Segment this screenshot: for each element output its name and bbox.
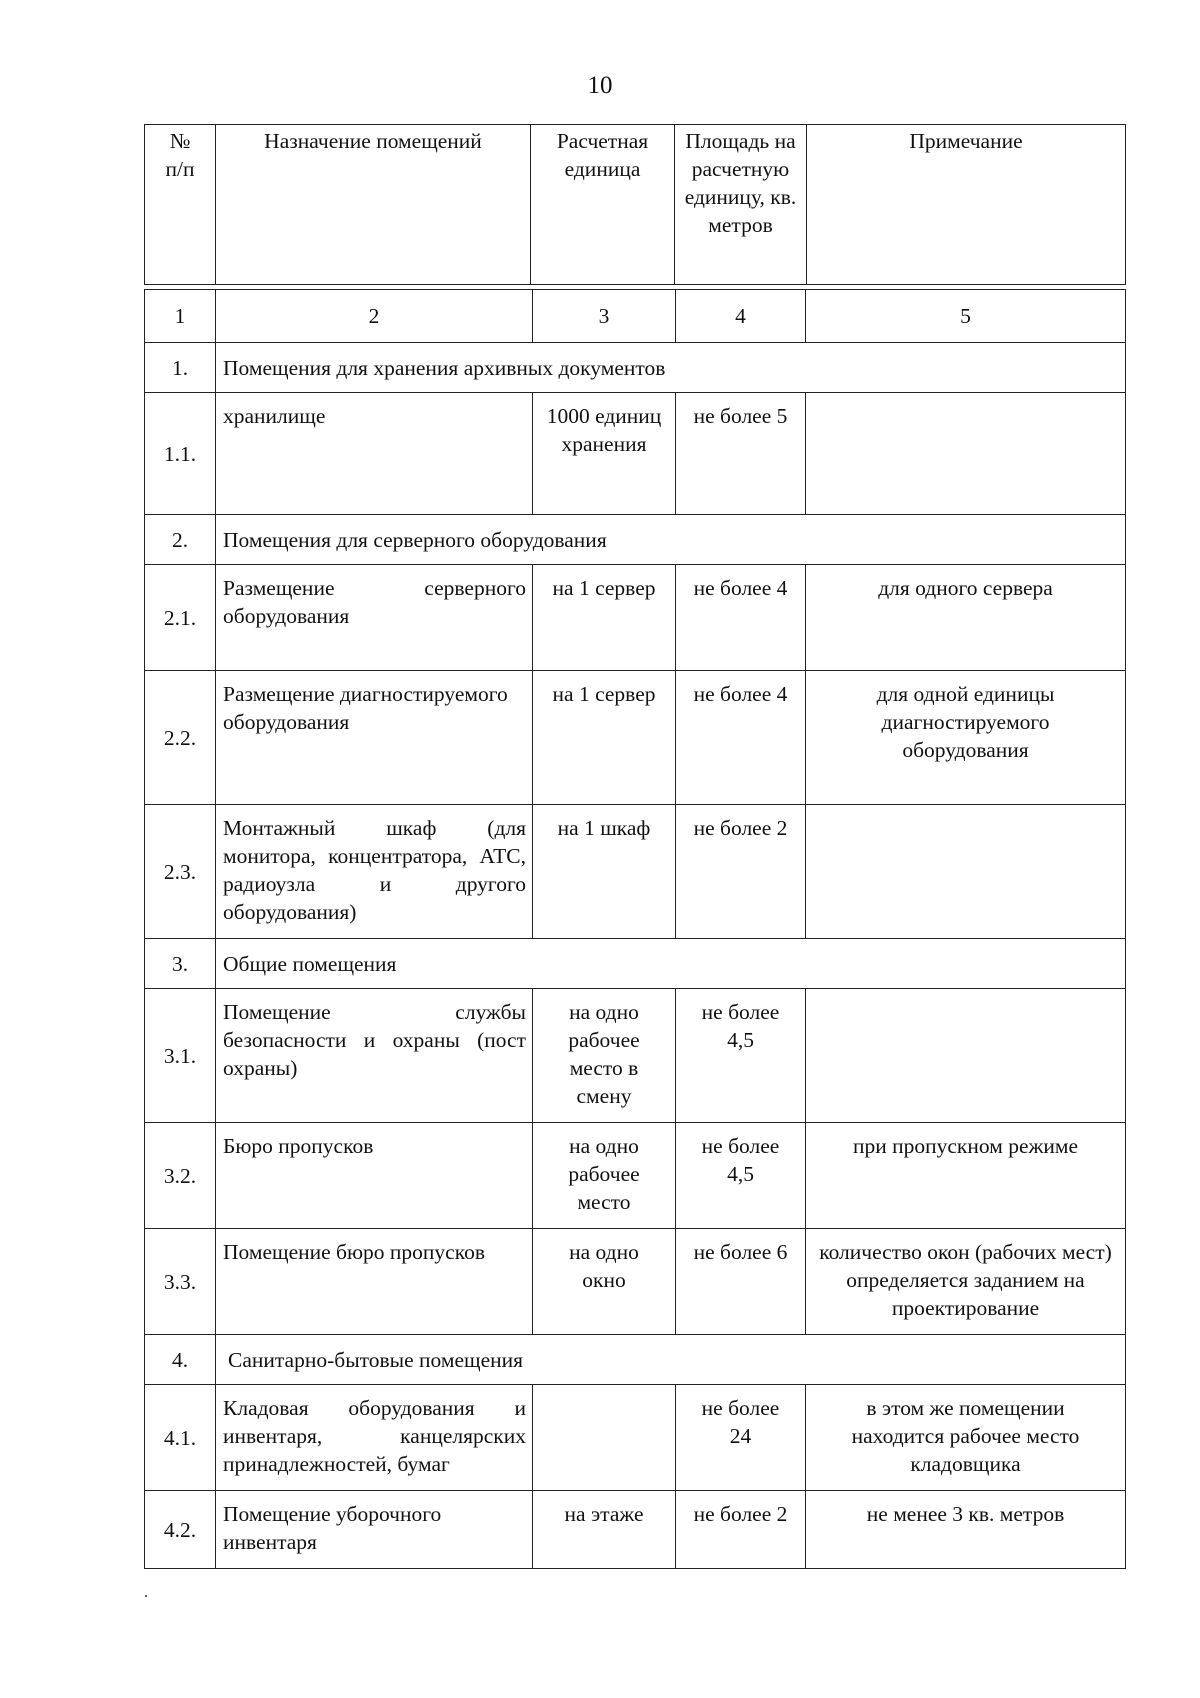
section-title: Помещения для серверного оборудования	[216, 515, 1126, 565]
calc-unit: на 1 сервер	[533, 671, 676, 805]
room-purpose	[216, 565, 533, 671]
room-purpose: Помещение уборочного инвентаря	[216, 1491, 533, 1569]
area-per-unit: не более 4,5	[676, 989, 806, 1123]
calc-unit: 1000 единиц хранения	[533, 393, 676, 515]
row-note: для одного сервера	[806, 565, 1126, 671]
section-row	[145, 343, 1126, 393]
calc-unit	[533, 1385, 676, 1491]
section-row	[145, 939, 1126, 989]
column-number: 3	[533, 290, 676, 343]
section-title: Санитарно-бытовые помещения	[216, 1335, 1126, 1385]
room-purpose: Помещение бюро пропусков	[216, 1229, 533, 1335]
section-number: 2.	[145, 515, 216, 565]
room-purpose: Размещение диагностируемого оборудования	[216, 671, 533, 805]
column-number: 5	[806, 290, 1126, 343]
header-note: Примечание	[807, 125, 1126, 285]
section-number: 4.	[145, 1335, 216, 1385]
row-note	[806, 805, 1126, 939]
table-row	[145, 1385, 1126, 1491]
room-purpose: Бюро пропусков	[216, 1123, 533, 1229]
table-row	[145, 1229, 1126, 1335]
table-row	[145, 671, 1126, 805]
row-number: 3.3.	[145, 1229, 216, 1335]
area-per-unit: не более 6	[676, 1229, 806, 1335]
table-row	[145, 1123, 1126, 1229]
table-header	[144, 124, 1126, 285]
area-per-unit: не более 24	[676, 1385, 806, 1491]
row-note	[806, 393, 1126, 515]
row-number: 3.1.	[145, 989, 216, 1123]
column-number: 1	[145, 290, 216, 343]
calc-unit: на этаже	[533, 1491, 676, 1569]
row-number: 2.3.	[145, 805, 216, 939]
row-note: количество окон (рабочих мест) определяется заданием на проектирование	[806, 1229, 1126, 1335]
section-title: Общие помещения	[216, 939, 1126, 989]
table-row	[145, 805, 1126, 939]
row-number: 2.2.	[145, 671, 216, 805]
page-number: 10	[587, 72, 613, 99]
column-number-row	[145, 290, 1126, 343]
area-per-unit: не более 5	[676, 393, 806, 515]
header-num: № п/п	[145, 125, 216, 285]
area-per-unit: не более 4	[676, 565, 806, 671]
area-per-unit: не более 2	[676, 1491, 806, 1569]
room-purpose-text: Размещение серверного оборудования	[223, 576, 526, 628]
rooms-table	[144, 289, 1126, 1569]
calc-unit: на 1 шкаф	[533, 805, 676, 939]
row-note	[806, 989, 1126, 1123]
row-note: при пропускном режиме	[806, 1123, 1126, 1229]
room-purpose: Кладовая оборудования и инвентаря, канцелярских принадлежностей, бумаг	[216, 1385, 533, 1491]
table-row	[145, 1491, 1126, 1569]
row-number: 1.1.	[145, 393, 216, 515]
row-note: в этом же помещении находится рабочее место кладовщика	[806, 1385, 1126, 1491]
section-number: 3.	[145, 939, 216, 989]
area-per-unit: не более 2	[676, 805, 806, 939]
area-per-unit: не более 4,5	[676, 1123, 806, 1229]
table-row	[145, 565, 1126, 671]
row-note: для одной единицы диагностируемого оборудования	[806, 671, 1126, 805]
row-number: 3.2.	[145, 1123, 216, 1229]
footer-mark: .	[144, 1584, 148, 1601]
area-per-unit: не более 4	[676, 671, 806, 805]
calc-unit: на 1 сервер	[533, 565, 676, 671]
row-note: не менее 3 кв. метров	[806, 1491, 1126, 1569]
row-number: 4.2.	[145, 1491, 216, 1569]
column-number: 2	[216, 290, 533, 343]
room-purpose: хранилище	[216, 393, 533, 515]
table-row	[145, 393, 1126, 515]
section-row	[145, 515, 1126, 565]
room-purpose: Монтажный шкаф (для монитора, концентратора, АТС, радиоузла и другого оборудования)	[216, 805, 533, 939]
room-purpose: Помещение службы безопасности и охраны (пост охраны)	[216, 989, 533, 1123]
header-area: Площадь на расчетную единицу, кв. метров	[675, 125, 807, 285]
table-row	[145, 989, 1126, 1123]
calc-unit: на одно рабочее место	[533, 1123, 676, 1229]
calc-unit: на одно окно	[533, 1229, 676, 1335]
section-title: Помещения для хранения архивных документов	[216, 343, 1126, 393]
section-number: 1.	[145, 343, 216, 393]
row-number: 2.1.	[145, 565, 216, 671]
calc-unit: на одно рабочее место в смену	[533, 989, 676, 1123]
column-number: 4	[676, 290, 806, 343]
row-number: 4.1.	[145, 1385, 216, 1491]
header-unit: Расчетная единица	[531, 125, 675, 285]
header-purpose: Назначение помещений	[216, 125, 531, 285]
section-row	[145, 1335, 1126, 1385]
